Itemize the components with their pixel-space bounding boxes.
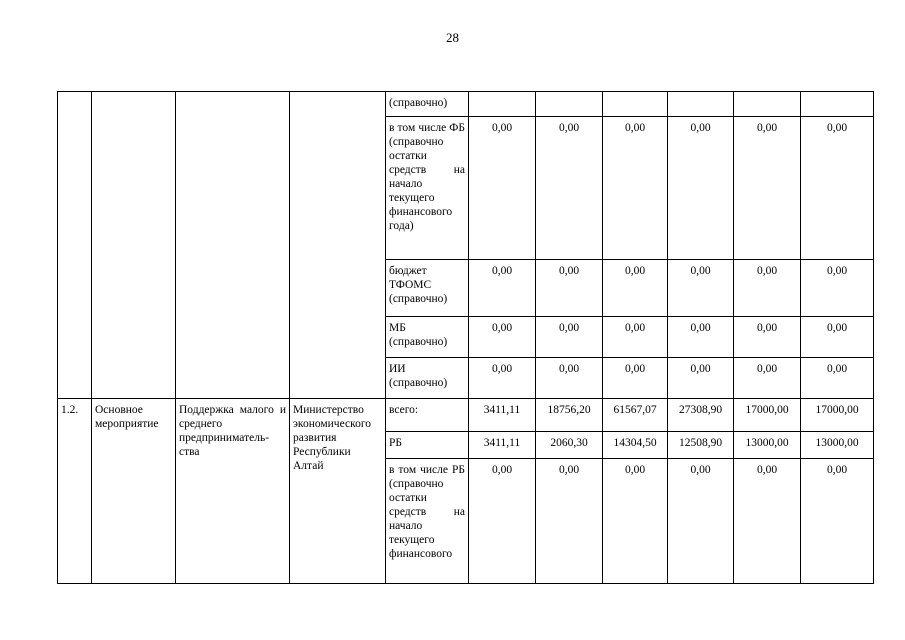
executor-cell [290,92,386,399]
source-cell: в том числе ФБ (справочно остатки средств на начало текущего финансового года) [386,117,469,260]
value-cell: 0,00 [734,317,801,358]
value-cell: 3411,11 [469,399,536,432]
value-cell: 0,00 [801,317,874,358]
budget-table [57,91,874,584]
value-cell: 0,00 [469,117,536,260]
value-cell: 0,00 [734,459,801,584]
value-cell: 0,00 [801,260,874,317]
value-cell: 0,00 [668,117,734,260]
value-cell: 0,00 [603,317,668,358]
value-cell [734,92,801,117]
value-cell: 0,00 [469,358,536,399]
item-type: Основное мероприятие [92,399,176,584]
value-cell: 0,00 [668,260,734,317]
value-cell: 0,00 [734,117,801,260]
value-cell: 0,00 [668,459,734,584]
value-cell: 18756,20 [536,399,603,432]
value-cell: 0,00 [603,260,668,317]
value-cell: 0,00 [536,358,603,399]
value-cell: 61567,07 [603,399,668,432]
item-executor: Министерство экономического развития Республики Алтай [290,399,386,584]
value-cell: 0,00 [801,459,874,584]
source-cell: в том числе РБ (справочно остатки средств на начало текущего финансового [386,459,469,584]
source-cell: ИИ (справочно) [386,358,469,399]
value-cell: 0,00 [603,459,668,584]
table-row [58,399,874,432]
value-cell: 0,00 [734,358,801,399]
item-number: 1.2. [58,399,92,584]
value-cell: 0,00 [734,260,801,317]
value-cell [801,92,874,117]
value-cell: 2060,30 [536,432,603,459]
source-cell: всего: [386,399,469,432]
value-cell [668,92,734,117]
source-cell: (справочно) [386,92,469,117]
value-cell [469,92,536,117]
source-cell: МБ (справочно) [386,317,469,358]
value-cell: 0,00 [536,117,603,260]
number-cell [58,92,92,399]
value-cell: 0,00 [668,317,734,358]
source-cell: РБ [386,432,469,459]
value-cell: 0,00 [536,260,603,317]
value-cell: 0,00 [801,117,874,260]
value-cell: 12508,90 [668,432,734,459]
value-cell: 13000,00 [801,432,874,459]
source-cell: бюджет ТФОМС (справочно) [386,260,469,317]
page-number: 28 [446,30,459,45]
value-cell: 0,00 [469,260,536,317]
name-cell [176,92,290,399]
value-cell: 0,00 [603,117,668,260]
value-cell: 17000,00 [734,399,801,432]
value-cell [536,92,603,117]
value-cell: 0,00 [536,459,603,584]
item-name: Поддержка малого и среднего предприниматель-ства [176,399,290,584]
value-cell: 0,00 [668,358,734,399]
value-cell: 0,00 [536,317,603,358]
value-cell: 0,00 [603,358,668,399]
value-cell: 3411,11 [469,432,536,459]
table-row [58,92,874,117]
value-cell: 0,00 [801,358,874,399]
value-cell [603,92,668,117]
value-cell: 14304,50 [603,432,668,459]
value-cell: 13000,00 [734,432,801,459]
value-cell: 27308,90 [668,399,734,432]
type-cell [92,92,176,399]
value-cell: 0,00 [469,317,536,358]
value-cell: 17000,00 [801,399,874,432]
value-cell: 0,00 [469,459,536,584]
